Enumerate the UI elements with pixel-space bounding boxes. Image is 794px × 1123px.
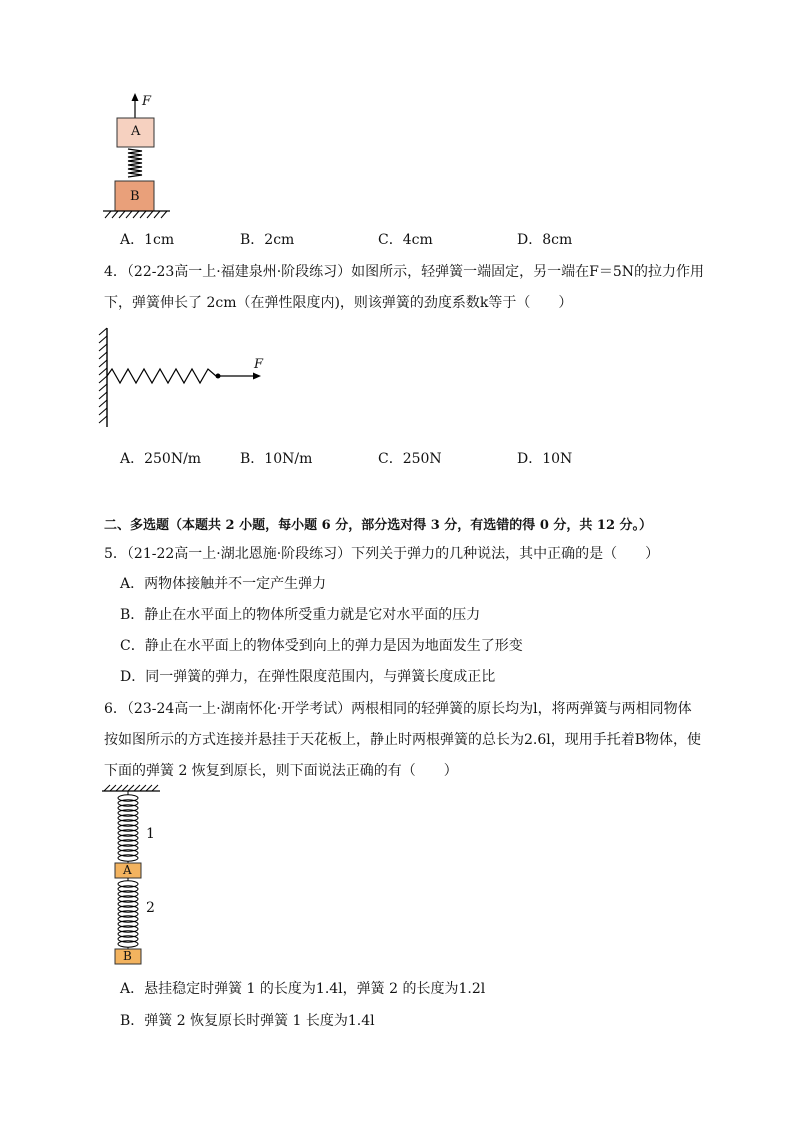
q4-choice-b[interactable]: B．10N/m: [240, 451, 313, 467]
q3-choice-d[interactable]: D．8cm: [517, 232, 573, 248]
figure1-block-a-label: A: [131, 124, 141, 139]
figure1-block-b-label: B: [130, 189, 140, 204]
q4-stem-line2: 下，弹簧伸长了 2cm（在弹性限度内)，则该弹簧的劲度系数k等于（ ）: [104, 295, 573, 311]
figure-horizontal-spring: [95, 325, 275, 430]
q5-option-a[interactable]: A．两物体接触并不一定产生弹力: [120, 576, 327, 592]
block-a-label: A: [123, 863, 132, 877]
q5-option-c[interactable]: C．静止在水平面上的物体受到向上的弹力是因为地面发生了形变: [120, 638, 523, 654]
block-b-label: B: [123, 949, 132, 963]
q3-choice-b[interactable]: B．2cm: [240, 232, 295, 248]
section-heading-multiple-choice: 二、多选题（本题共 2 小题，每小题 6 分，部分选对得 3 分，有选错的得 0 分，共 12 分。）: [104, 518, 653, 533]
q6-option-a[interactable]: A．悬挂稳定时弹簧 1 的长度为1.4l，弹簧 2 的长度为1.2l: [120, 981, 486, 997]
figure2-force-label: F: [254, 357, 264, 372]
q6-stem-line1: 6．（23-24高一上·湖南怀化·开学考试）两根相同的轻弹簧的原长均为l，将两弹簧与两相同物体: [104, 701, 692, 717]
q3-choice-a[interactable]: A．1cm: [120, 232, 175, 248]
q4-choice-c[interactable]: C．250N: [378, 451, 442, 467]
q6-stem-line3: 下面的弹簧 2 恢复到原长，则下面说法正确的有（ ）: [104, 763, 458, 779]
figure-hanging-springs: [98, 785, 178, 970]
q6-option-b[interactable]: B．弹簧 2 恢复原长时弹簧 1 长度为1.4l: [120, 1013, 375, 1029]
q3-choice-c[interactable]: C．4cm: [378, 232, 433, 248]
figure1-force-label: F: [142, 94, 152, 109]
q4-stem-line1: 4．（22-23高一上·福建泉州·阶段练习）如图所示，轻弹簧一端固定，另一端在F＝5N的拉力作用: [104, 264, 705, 280]
figure-stacked-blocks: [95, 92, 215, 222]
q4-choice-a[interactable]: A．250N/m: [120, 451, 202, 467]
q4-choice-d[interactable]: D．10N: [517, 451, 573, 467]
q6-stem-line2: 按如图所示的方式连接并悬挂于天花板上，静止时两根弹簧的总长为2.6l，现用手托着B物体，使: [104, 732, 702, 748]
spring2-label: 2: [146, 900, 155, 916]
q5-option-b[interactable]: B．静止在水平面上的物体所受重力就是它对水平面的压力: [120, 607, 481, 623]
spring1-label: 1: [146, 826, 155, 842]
q5-stem: 5．（21-22高一上·湖北恩施·阶段练习）下列关于弹力的几种说法，其中正确的是（ ）: [104, 546, 660, 562]
q5-option-d[interactable]: D．同一弹簧的弹力，在弹性限度范围内，与弹簧长度成正比: [120, 669, 496, 685]
